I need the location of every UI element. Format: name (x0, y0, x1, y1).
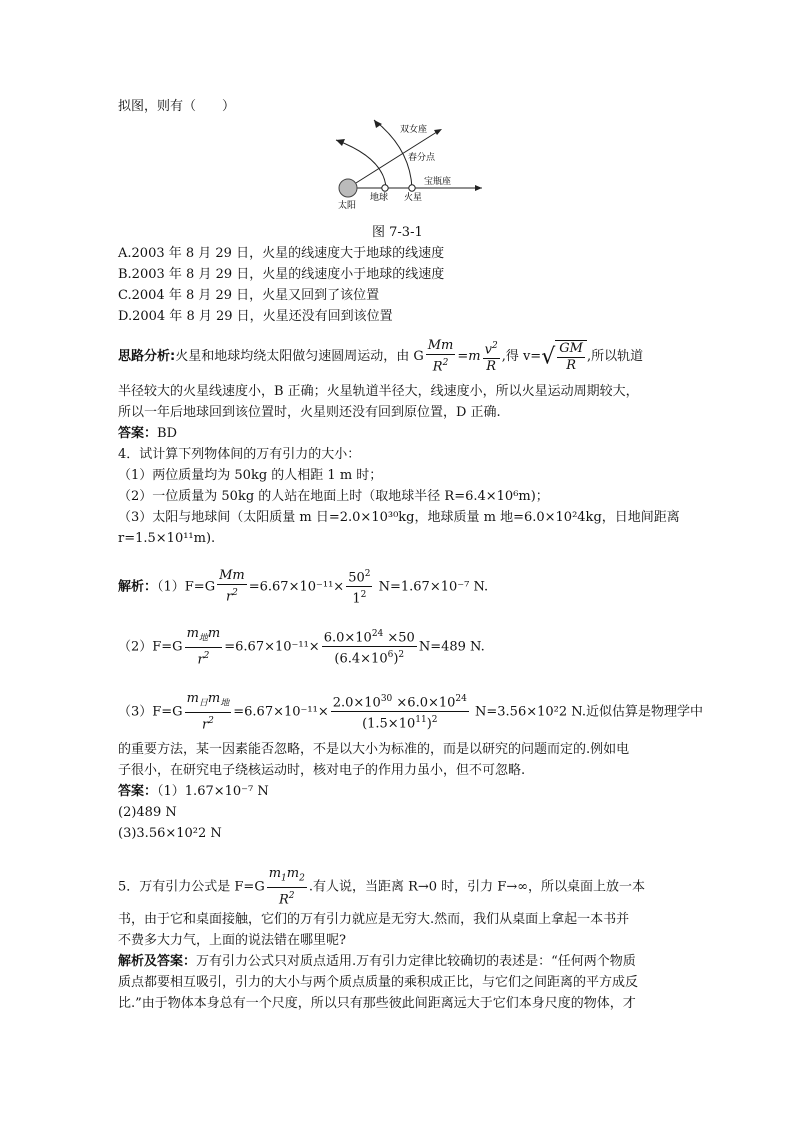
analysis-line-1: 思路分析:火星和地球均绕太阳做匀速圆周运动，由 G $\frac{Mm}{R^2}$ =m $\frac{v^2}{R}$ ,得 v=√ $\frac{GM}{R}$ ,所以轨道 (118, 338, 644, 375)
s1a: （1）F=G (157, 579, 216, 595)
analysis-text-2: ,得 v= (501, 349, 542, 365)
earth-icon (382, 185, 388, 191)
solution5-line-3: 比.”由于物体本身总有一个尺度，所以只有那些彼此间距离远大于它们本身尺度的物体，才 (118, 996, 636, 1011)
formula-sqrt-gm-r: √ $\frac{GM}{R}$ (541, 340, 587, 374)
q5-line-1: 5．万有引力公式是 F=G $\frac{m_1m_2}{R^2}$ .有人说，当距离 R→0 时，引力 F→∞，所以桌面上放一本 (118, 866, 646, 907)
label-equinox: 春分点 (408, 153, 436, 163)
label-aquarius: 宝瓶座 (424, 177, 452, 187)
q5-p2: .有人说，当距离 R→0 时，引力 F→∞，所以桌面上放一本 (308, 879, 646, 895)
q4-item-3a: （3）太阳与地球间（太阳质量 m 日=2.0×10³⁰kg，地球质量 m 地=6.0×10²4kg，日地间距离 (118, 510, 680, 525)
formula-gmm-r2: $\frac{Mm}{R^2}$ (427, 338, 454, 375)
q4-stem: 4．试计算下列物体间的万有引力的大小： (118, 447, 361, 462)
solution5-line-2: 质点都要相互吸引，引力的大小与两个质点质量的乘积成正比，与它们之间距离的平方成反 (118, 975, 639, 990)
q4-item-3b: r=1.5×10¹¹m). (118, 531, 216, 546)
solution4-2: （2）F=G $\frac{m_地m}{r^2}$ =6.67×10⁻¹¹× $\frac{6.0\times 10^{24} \times 50}{(6.4\times 10^6)^2}$ N=489 N. (118, 626, 485, 667)
q5-p1: 5．万有引力公式是 F=G (118, 879, 265, 895)
analysis-text: 火星和地球均绕太阳做匀速圆周运动，由 G (175, 349, 424, 365)
solution-label: 解析： (118, 579, 158, 595)
option-b: B.2003 年 8 月 29 日，火星的线速度小于地球的线速度 (118, 267, 445, 282)
q4-item-2: （2）一位质量为 50kg 的人站在地面上时（取地球半径 R=6.4×10⁶m)； (118, 489, 549, 504)
q4-item-1: （1）两位质量均为 50kg 的人相距 1 m 时； (118, 468, 383, 483)
label-mars: 火星 (404, 193, 423, 203)
s2a: （2）F=G (118, 639, 183, 655)
solution5-p1: 万有引力公式只对质点适用.万有引力定律比较确切的表述是：“任何两个物质 (196, 954, 636, 969)
label-earth: 地球 (370, 193, 389, 203)
option-c: C.2004 年 8 月 29 日，火星又回到了该位置 (118, 288, 380, 303)
s3a: （3）F=G (118, 704, 183, 720)
solution4-1: 解析：（1）F=G $\frac{Mm}{r^2}$ =6.67×10⁻¹¹× $\frac{50^2}{1^2}$ N=1.67×10⁻⁷ N. (118, 566, 488, 608)
answer4-2: (2)489 N (118, 805, 177, 820)
s1b: =6.67×10⁻¹¹× (248, 579, 345, 595)
s1c: N=1.67×10⁻⁷ N. (378, 579, 489, 595)
solution4-tail-1: 的重要方法，某一因素能否忽略，不是以大小为标准的，而是以研究的问题而定的.例如电 (118, 742, 630, 757)
option-d: D.2004 年 8 月 29 日，火星还没有回到该位置 (118, 309, 393, 324)
analysis-line-3: 所以一年后地球回到该位置时，火星则还没有回到原位置，D 正确. (118, 405, 501, 420)
analysis-text-3: ,所以轨道 (586, 349, 644, 365)
aquarius-arrow (475, 185, 482, 191)
analysis-label: 思路分析: (118, 349, 176, 365)
figure-caption: 图 7-3-1 (372, 225, 423, 240)
s3b: =6.67×10⁻¹¹× (233, 704, 329, 720)
answer4-a1: （1）1.67×10⁻⁷ N (157, 784, 269, 799)
sun-icon (339, 179, 357, 197)
gemini-arrow (434, 129, 442, 135)
q5-line-3: 不费多大力气，上面的说法错在哪里呢? (118, 933, 346, 948)
label-sun: 太阳 (338, 201, 357, 211)
mars-icon (409, 185, 415, 191)
question-tail: 拟图，则有（ ） (118, 99, 236, 114)
s2c: N=489 N. (418, 639, 485, 655)
formula-v2-r: $\frac{v^2}{R}$ (483, 338, 500, 375)
analysis-line-2: 半径较大的火星线速度小，B 正确；火星轨道半径大，线速度小，所以火星运动周期较大， (118, 384, 639, 399)
q5-line-2: 书，由于它和桌面接触，它们的万有引力就应是无穷大.然而，我们从桌面上拿起一本书并 (118, 912, 630, 927)
answer-value: BD (157, 426, 177, 441)
answer4-label: 答案： (118, 784, 158, 799)
answer-label: 答案： (118, 426, 158, 441)
solution5-line-1 (118, 953, 636, 971)
answer4-3: (3)3.56×10²2 N (118, 826, 222, 841)
s3c: N=3.56×10²2 N.近似估算是物理学中 (475, 704, 703, 720)
orbit-figure (332, 118, 492, 218)
mars-orbit-arrow (374, 120, 382, 128)
solution5-label: 解析及答案： (118, 954, 197, 969)
label-gemini: 双女座 (400, 125, 428, 135)
s2b: =6.67×10⁻¹¹× (224, 639, 320, 655)
solution4-tail-2: 子很小，在研究电子绕核运动时，核对电子的作用力虽小，但不可忽略. (118, 763, 526, 778)
answer4-1 (118, 783, 269, 801)
answer-3 (118, 425, 177, 443)
earth-orbit-arrow (336, 139, 345, 146)
solution4-3: （3）F=G $\frac{m_日m_地}{r^2}$ =6.67×10⁻¹¹× $\frac{2.0\times 10^{30} \times 6.0\times 10^{24}}{(1.5\times 10^{11})^2}$ N=3.56×10²2 N.近似估算是物理学中 (118, 691, 703, 732)
option-a: A.2003 年 8 月 29 日，火星的线速度大于地球的线速度 (118, 246, 445, 261)
